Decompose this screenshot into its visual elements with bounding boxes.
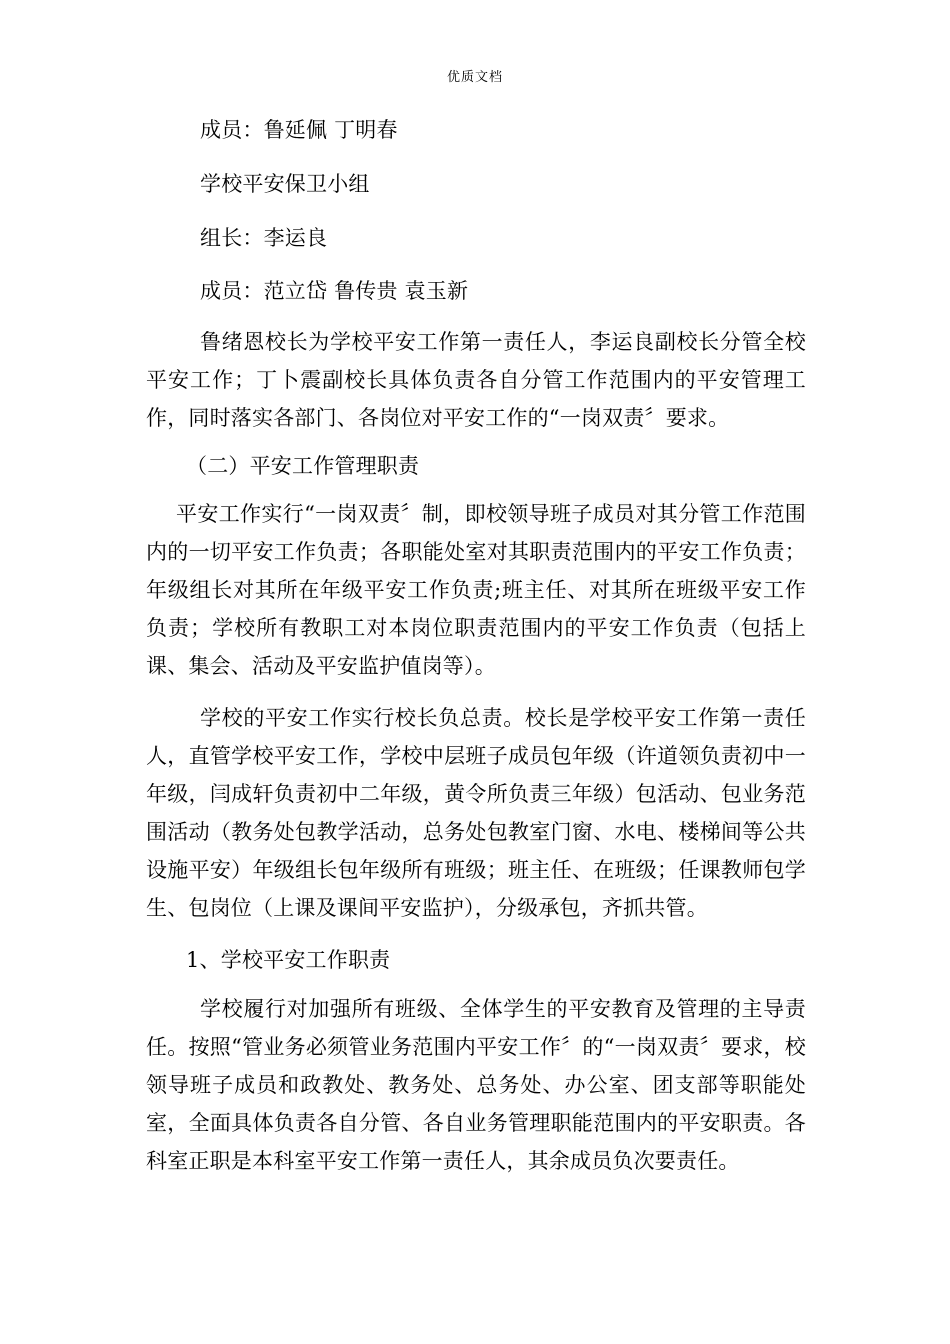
safety-group-title: 学校平安保卫小组 xyxy=(200,172,370,196)
school-duties-paragraph: 学校履行对加强所有班级、全体学生的平安教育及管理的主导责任。按照“管业务必须管业务范围内平安工作〞的“一岗双责〞要求，校领导班子成员和政教处、教务处、总务处、办公室、团支部等职能处室，全面具体负责各自分管、各自业务管理职能范围内的平安职责。各科室正职是本科室平安工作第一责任人，其余成员负次要责任。 xyxy=(146,997,806,1173)
section-2-heading: （二）平安工作管理职责 xyxy=(186,454,420,478)
subsection-1-heading: 1、学校平安工作职责 xyxy=(186,948,391,972)
group-leader-line: 组长：李运良 xyxy=(200,226,328,250)
document-body xyxy=(146,112,806,1180)
one-post-two-duties-paragraph: 平安工作实行“一岗双责〞制，即校领导班子成员对其分管工作范围内的一切平安工作负责；各职能处室对其职责范围内的平安工作负责；年级组长对其所在年级平安工作负责;班主任、对其所在班级平安工作负责；学校所有教职工对本岗位职责范围内的平安工作负责（包括上课、集会、活动及平安监护值岗等）。 xyxy=(146,502,806,678)
members-line-1: 成员：鲁延佩 丁明春 xyxy=(200,118,398,142)
principal-responsibility-paragraph: 学校的平安工作实行校长负总责。校长是学校平安工作第一责任人，直管学校平安工作，学校中层班子成员包年级（许道领负责初中一年级，闫成轩负责初中二年级，黄令所负责三年级）包活动、包业务范围活动（教务处包教学活动，总务处包教室门窗、水电、楼梯间等公共设施平安）年级组长包年级所有班级；班主任、在班级；任课教师包学生、包岗位（上课及课间平安监护），分级承包，齐抓共管。 xyxy=(146,706,806,920)
responsibility-intro-paragraph: 鲁绪恩校长为学校平安工作第一责任人，李运良副校长分管全校平安工作；丁卜震副校长具体负责各自分管工作范围内的平安管理工作，同时落实各部门、各岗位对平安工作的“一岗双责〞要求。 xyxy=(146,330,806,430)
page-header: 优质文档 xyxy=(446,70,503,85)
members-line-2: 成员：范立岱 鲁传贵 袁玉新 xyxy=(200,279,469,303)
